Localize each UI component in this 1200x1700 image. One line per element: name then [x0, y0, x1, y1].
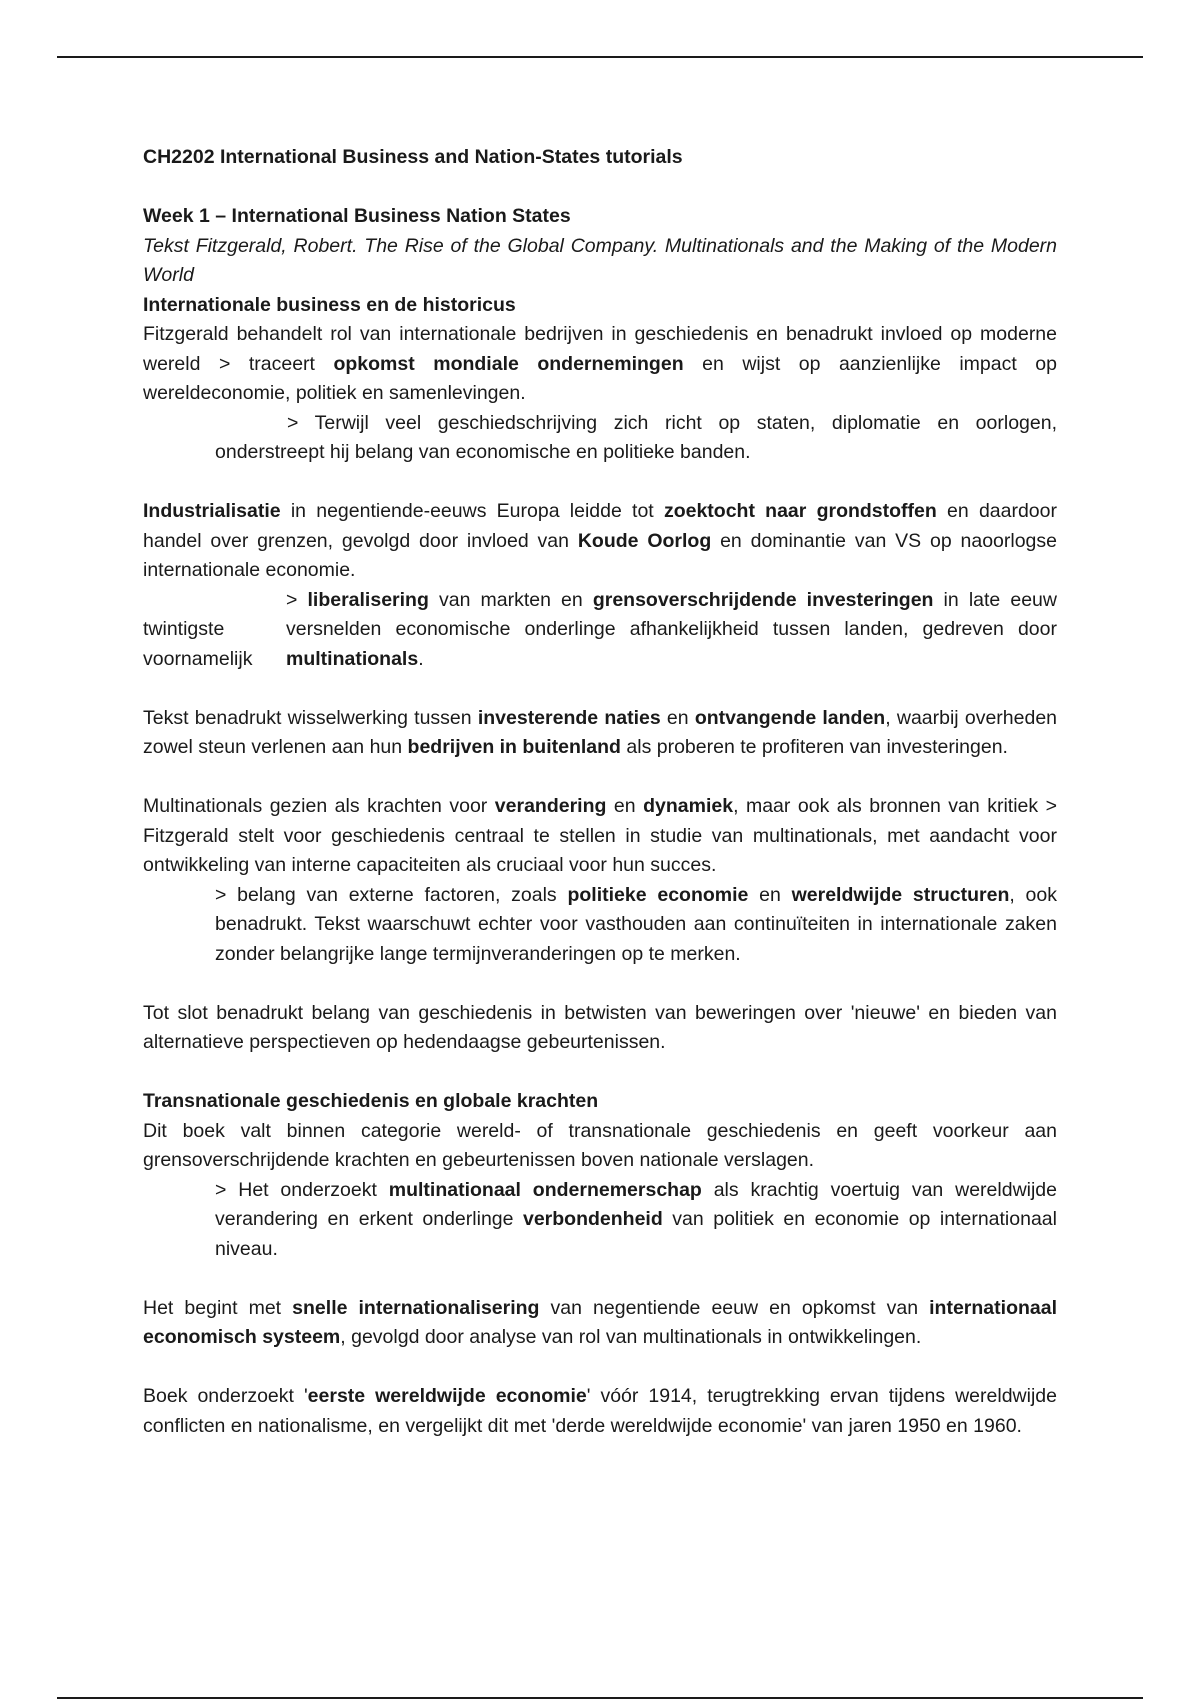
document-body [143, 143, 1057, 1441]
document-title: CH2202 International Business and Nation-States tutorials [143, 146, 683, 168]
sub-paragraph: > Terwijl veel geschiedschrijving zich richt op staten, diplomatie en oorlogen, onderstreept hij belang van economische en politieke banden. [215, 411, 1057, 463]
citation: Tekst Fitzgerald, Robert. The Rise of the Global Company. Multinationals and the Making of the Modern World [143, 234, 1057, 286]
sub-paragraph: twintigste voornamelijk > liberalisering van markten en grensoverschrijdende investeringen in late eeuw versnelden economische onderlinge afhankelijkheid tussen landen, gedreven door multinationals. [143, 588, 1057, 670]
paragraph: Tekst benadrukt wisselwerking tussen investerende naties en ontvangende landen, waarbij overheden zowel steun verlenen aan hun bedrijven in buitenland als proberen te profiteren van investeringen. [143, 706, 1058, 758]
paragraph: Fitzgerald behandelt rol van internationale bedrijven in geschiedenis en benadrukt invloed op moderne wereld > traceert opkomst mondiale ondernemingen en wijst op aanzienlijke impact op wereldeconomie, politiek en samenlevingen. [143, 323, 1057, 404]
footer-rule [57, 1697, 1143, 1699]
section-heading-transnationaal: Transnationale geschiedenis en globale krachten [143, 1090, 599, 1112]
header-rule [57, 56, 1143, 58]
paragraph: Tot slot benadrukt belang van geschiedenis in betwisten van beweringen over 'nieuwe' en bieden van alternatieve perspectieven op hedendaagse gebeurtenissen. [143, 1001, 1057, 1053]
paragraph: Dit boek valt binnen categorie wereld- of transnationale geschiedenis en geeft voorkeur aan grensoverschrijdende krachten en gebeurtenissen boven nationale verslagen. [143, 1119, 1057, 1171]
sub-paragraph: > belang van externe factoren, zoals politieke economie en wereldwijde structuren, ook benadrukt. Tekst waarschuwt echter voor vasthouden aan continuïteiten in internationale zaken zonder belangrijke lange termijnveranderingen op te merken. [215, 883, 1057, 965]
paragraph: Multinationals gezien als krachten voor verandering en dynamiek, maar ook als bronnen van kritiek > Fitzgerald stelt voor geschiedenis centraal te stellen in studie van multinationals, met aandacht voor ontwikkeling van interne capaciteiten als cruciaal voor hun succes. [143, 795, 1058, 876]
paragraph: Het begint met snelle internationalisering van negentiende eeuw en opkomst van internationaal economisch systeem, gevolgd door analyse van rol van multinationals in ontwikkelingen. [143, 1296, 1057, 1348]
sub-paragraph: > Het onderzoekt multinationaal ondernemerschap als krachtig voertuig van wereldwijde verandering en erkent onderlinge verbondenheid van politiek en economie op internationaal niveau. [215, 1178, 1057, 1260]
paragraph: Industrialisatie in negentiende-eeuws Europa leidde tot zoektocht naar grondstoffen en daardoor handel over grenzen, gevolgd door invloed van Koude Oorlog en dominantie van VS op naoorlogse internationale economie. [143, 500, 1057, 581]
week-heading: Week 1 – International Business Nation States [143, 205, 571, 227]
paragraph: Boek onderzoekt 'eerste wereldwijde economie' vóór 1914, terugtrekking ervan tijdens wereldwijde conflicten en nationalisme, en vergelijkt dit met 'derde wereldwijde economie' van jaren 1950 en 1960. [143, 1385, 1057, 1437]
section-heading-historicus: Internationale business en de historicus [143, 293, 516, 316]
